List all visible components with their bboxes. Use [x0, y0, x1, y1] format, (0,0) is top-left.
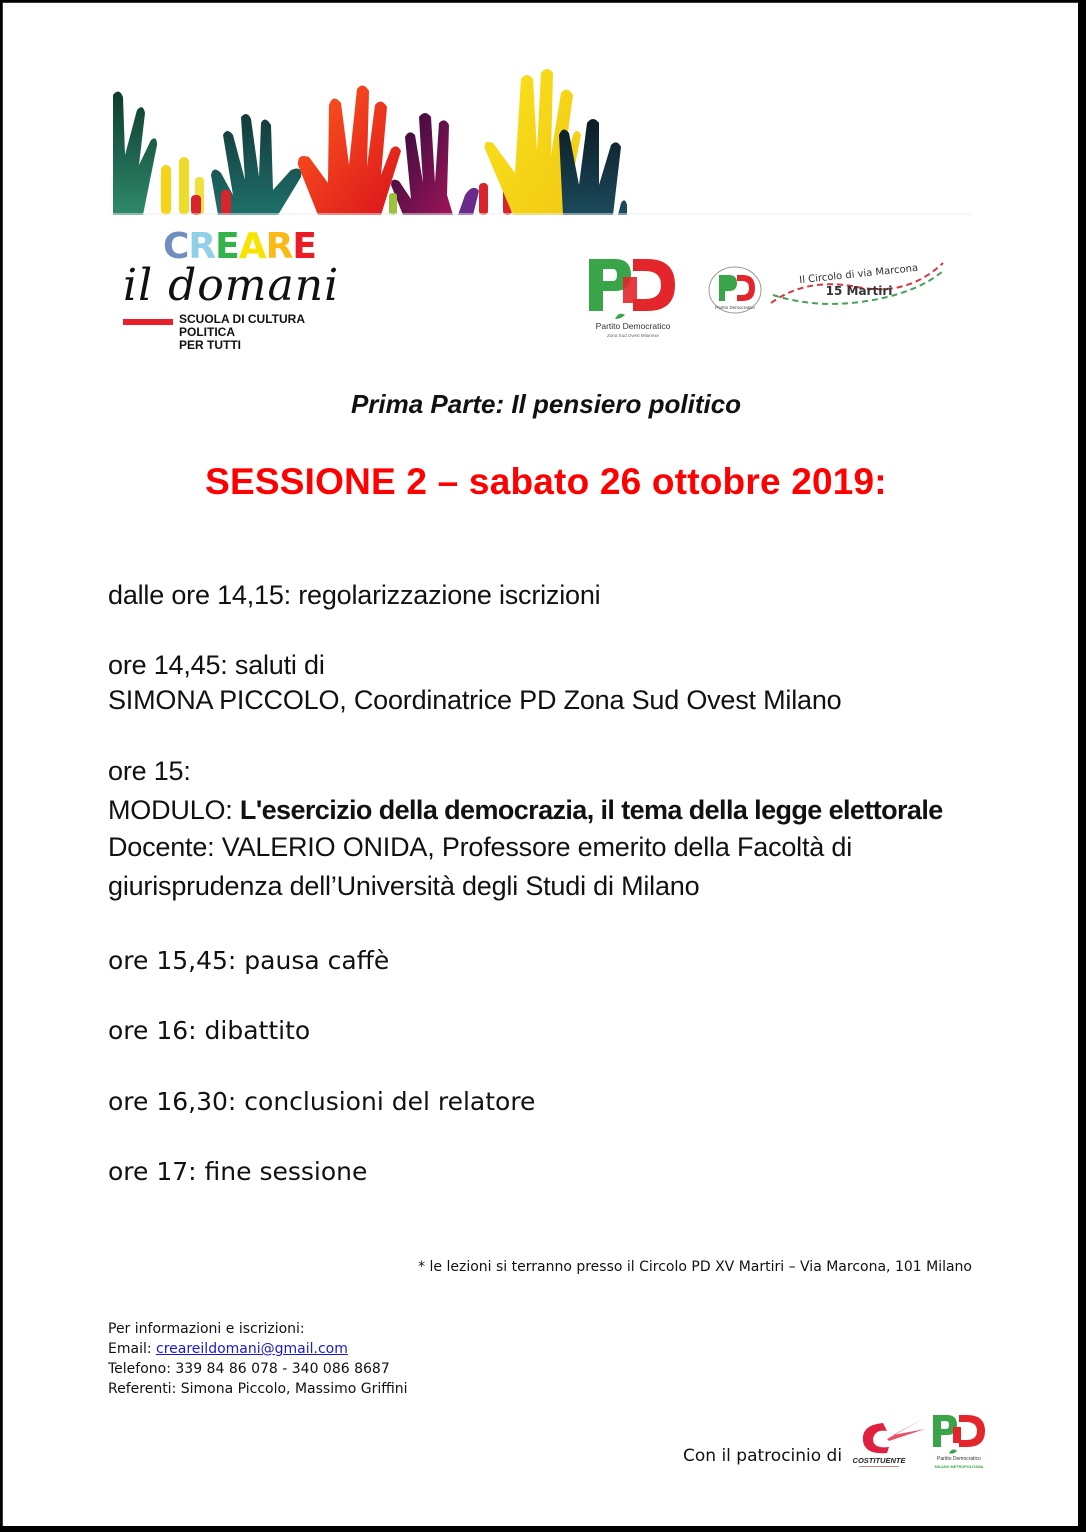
agenda-item-docente-line2: giurisprudenza dell’Università degli Studi di Milano	[108, 871, 700, 901]
email-label: Email:	[108, 1341, 157, 1357]
creare-il-domani-logo	[121, 226, 361, 352]
contact-email-row	[108, 1339, 408, 1359]
creare-letter: C	[163, 226, 189, 267]
pd-milano-metropolitana-logo	[931, 1413, 987, 1471]
agenda-item-docente-line1: Docente: VALERIO ONIDA, Professore emerito della Facoltà di	[108, 832, 853, 862]
email-link[interactable]: creareildomani@gmail.com	[156, 1341, 348, 1357]
svg-text:15 Martiri: 15 Martiri	[825, 284, 893, 298]
svg-text:Il Circolo di via Marcona: Il Circolo di via Marcona	[798, 262, 919, 287]
svg-text:MILANO METROPOLITANA: MILANO METROPOLITANA	[934, 1465, 984, 1469]
part-subtitle: Prima Parte: Il pensiero politico	[350, 389, 742, 419]
patronage-label: Con il patrocinio di	[683, 1446, 843, 1466]
agenda-item-greetings-speaker: SIMONA PICCOLO, Coordinatrice PD Zona Sud Ovest Milano	[108, 685, 842, 715]
agenda-item-registration: dalle ore 14,15: regolarizzazione iscrizioni	[108, 580, 601, 610]
creare-letter: R	[265, 226, 293, 267]
creare-letter: E	[215, 226, 239, 267]
il-domani-wordmark: il domani	[123, 260, 340, 311]
agenda-item-greetings-time: ore 14,45: saluti di	[108, 650, 325, 680]
agenda-item-end: ore 17: fine sessione	[108, 1157, 368, 1186]
svg-text:Partito Democratico: Partito Democratico	[937, 1456, 981, 1462]
circolo-15-martiri-logo	[767, 257, 949, 323]
raised-hands-banner-image	[113, 65, 971, 215]
agenda-item-module	[108, 792, 943, 828]
svg-text:COSTITUENTE: COSTITUENTE	[853, 1456, 906, 1465]
tagline-line2: PER TUTTI	[179, 338, 241, 352]
creare-letter: A	[238, 226, 266, 267]
agenda-item-coffee-break: ore 15,45: pausa caffè	[108, 946, 390, 975]
creare-letter: E	[292, 226, 316, 267]
document-page	[2, 2, 1078, 1526]
contact-phone: Telefono: 339 84 86 078 - 340 086 8687	[108, 1361, 390, 1377]
svg-text:Partito Democratico: Partito Democratico	[715, 305, 755, 310]
costituente-logo	[853, 1413, 931, 1471]
agenda-item-conclusions: ore 16,30: conclusioni del relatore	[108, 1087, 536, 1116]
module-title: L'esercizio della democrazia, il tema della legge elettorale	[239, 795, 943, 825]
contact-info	[108, 1319, 408, 1399]
svg-text:Zona Sud Ovest Milanese: Zona Sud Ovest Milanese	[607, 333, 659, 338]
contact-referents: Referenti: Simona Piccolo, Massimo Griffini	[108, 1381, 408, 1397]
agenda-item-module-time: ore 15:	[108, 756, 191, 786]
contact-heading: Per informazioni e iscrizioni:	[108, 1321, 305, 1337]
logo-tagline	[179, 313, 361, 352]
pd-circolo-round-logo	[707, 265, 765, 315]
tagline-line1: SCUOLA DI CULTURA POLITICA	[179, 312, 305, 339]
logo-red-bar	[123, 319, 173, 325]
svg-text:Partito Democratico: Partito Democratico	[595, 321, 671, 331]
creare-letter: R	[188, 226, 216, 267]
session-title: SESSIONE 2 – sabato 26 ottobre 2019:	[205, 461, 887, 502]
pd-zona-sud-ovest-logo	[585, 253, 681, 339]
module-label: MODULO:	[108, 795, 240, 825]
agenda-item-debate: ore 16: dibattito	[108, 1016, 311, 1045]
location-note: * le lezioni si terranno presso il Circolo PD XV Martiri – Via Marcona, 101 Milano	[418, 1259, 972, 1275]
